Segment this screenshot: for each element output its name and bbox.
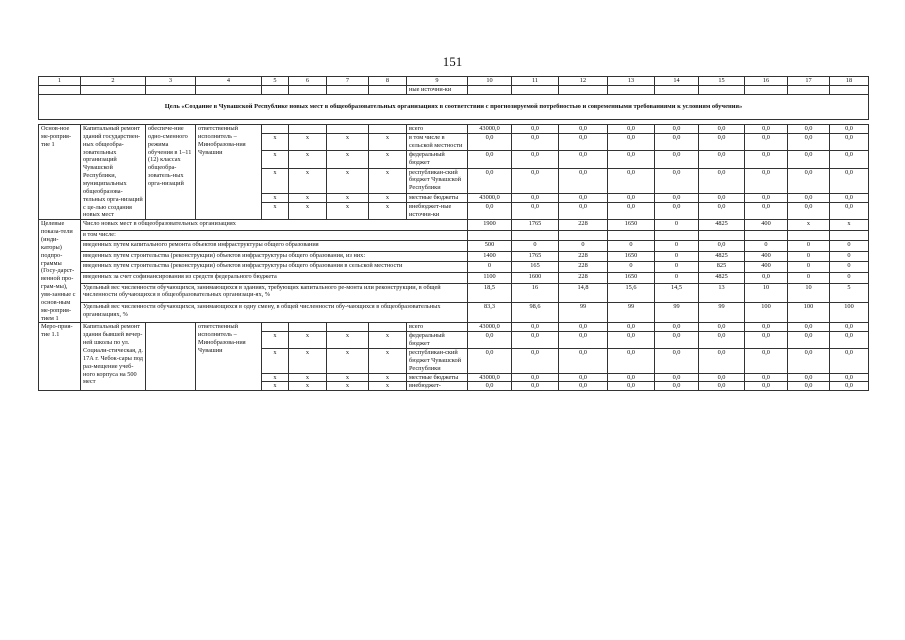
column-number: 13 <box>608 77 655 86</box>
code-cell: х <box>327 332 369 349</box>
funding-source: внебюджет-ные источни-ки <box>407 203 468 220</box>
value-cell: 99 <box>608 303 655 323</box>
value-cell: 0,0 <box>788 323 830 332</box>
value-cell <box>468 230 512 241</box>
value-cell: 0,0 <box>830 373 869 382</box>
column-number: 10 <box>468 77 512 86</box>
value-cell: 0,0 <box>788 349 830 374</box>
value-cell: 0,0 <box>655 323 699 332</box>
value-cell: 0,0 <box>830 203 869 220</box>
value-cell: 0,0 <box>788 382 830 391</box>
value-cell: 0,0 <box>468 151 512 168</box>
value-cell: 0,0 <box>512 349 559 374</box>
indicator-row <box>39 220 869 231</box>
value-cell: 0,0 <box>655 203 699 220</box>
column-number: 2 <box>81 77 146 86</box>
value-cell: 0 <box>608 241 655 252</box>
value-cell: 0,0 <box>655 382 699 391</box>
table-cell <box>608 86 655 95</box>
code-cell: х <box>327 168 369 193</box>
value-cell: 99 <box>559 303 608 323</box>
value-cell <box>559 230 608 241</box>
value-cell: 0,0 <box>655 151 699 168</box>
value-cell: 0,0 <box>468 349 512 374</box>
value-cell: 16 <box>512 283 559 303</box>
value-cell: 0,0 <box>655 124 699 133</box>
value-cell: 0,0 <box>830 168 869 193</box>
indicator-text: Удельный вес численности обучающихся, занимающихся в одну смену, в общей численности обу-чающихся в общеобразовательных организациях, % <box>81 303 468 323</box>
value-cell: 0,0 <box>699 241 745 252</box>
funding-source: в том числе в сельской местности <box>407 134 468 151</box>
value-cell: 18,5 <box>468 283 512 303</box>
table-cell <box>196 86 262 95</box>
table-cell <box>146 86 196 95</box>
value-cell: 0,0 <box>699 349 745 374</box>
value-cell: 0 <box>830 241 869 252</box>
value-cell: 0,0 <box>830 151 869 168</box>
value-cell: 0,0 <box>608 168 655 193</box>
code-cell <box>327 323 369 332</box>
code-cell: х <box>369 373 407 382</box>
value-cell: 0,0 <box>745 273 788 284</box>
value-cell: 0,0 <box>655 168 699 193</box>
value-cell: 0,0 <box>699 382 745 391</box>
value-cell: 228 <box>559 262 608 273</box>
column-number: 8 <box>369 77 407 86</box>
value-cell: 1765 <box>512 251 559 262</box>
value-cell: 0,0 <box>608 332 655 349</box>
table-cell <box>745 86 788 95</box>
value-cell: 0,0 <box>559 124 608 133</box>
value-cell: 0 <box>788 262 830 273</box>
measure-label: Основ-ное ме-роприя-тие 1 <box>39 124 81 219</box>
table-cell <box>559 86 608 95</box>
table-cell <box>289 86 327 95</box>
funding-source: всего <box>407 323 468 332</box>
value-cell: 0,0 <box>559 349 608 374</box>
value-cell <box>830 230 869 241</box>
table-cell <box>512 86 559 95</box>
value-cell: 0,0 <box>830 349 869 374</box>
value-cell <box>655 230 699 241</box>
value-cell: 0,0 <box>559 382 608 391</box>
code-cell: х <box>289 168 327 193</box>
indicator-text: введенных путем строительства (реконструкции) объектов инфраструктуры общего образования, из них: <box>81 251 468 262</box>
value-cell: 0,0 <box>699 168 745 193</box>
value-cell: 0,0 <box>745 332 788 349</box>
value-cell: 15,6 <box>608 283 655 303</box>
column-number: 6 <box>289 77 327 86</box>
value-cell: 0,0 <box>788 168 830 193</box>
value-cell: 0 <box>745 241 788 252</box>
value-cell: 0,0 <box>788 193 830 202</box>
value-cell: 1765 <box>512 220 559 231</box>
measure-executor: ответственный исполнитель – Минобразова-ния Чувашии <box>196 124 262 219</box>
value-cell: 0 <box>830 262 869 273</box>
value-cell: 1650 <box>608 220 655 231</box>
code-cell: х <box>327 151 369 168</box>
code-cell: х <box>369 332 407 349</box>
table-cell <box>788 86 830 95</box>
code-cell: х <box>369 151 407 168</box>
value-cell: 400 <box>745 262 788 273</box>
value-cell: 0,0 <box>655 332 699 349</box>
value-cell: 100 <box>745 303 788 323</box>
value-cell: 0,0 <box>699 203 745 220</box>
column-number: 15 <box>699 77 745 86</box>
value-cell: 0 <box>788 251 830 262</box>
code-cell: х <box>262 382 289 391</box>
code-cell <box>327 124 369 133</box>
table-cell <box>699 86 745 95</box>
value-cell: 1900 <box>468 220 512 231</box>
column-number: 5 <box>262 77 289 86</box>
code-cell: х <box>289 382 327 391</box>
value-cell: 0,0 <box>788 124 830 133</box>
value-cell: 0,0 <box>608 151 655 168</box>
measure-purpose <box>146 323 196 391</box>
indicator-label: Целевые показа-тели (инди-каторы) подпро-граммы (Госу-дарст-венной про-грам-мы), увя-занные с основ-ным ме-роприя-тием 1 <box>39 220 81 323</box>
value-cell: 0 <box>655 241 699 252</box>
value-cell: 1400 <box>468 251 512 262</box>
code-cell: х <box>369 168 407 193</box>
value-cell: 0,0 <box>830 134 869 151</box>
value-cell: 0,0 <box>655 193 699 202</box>
measure-executor: ответственный исполнитель – Минобразова-ния Чувашии <box>196 323 262 391</box>
value-cell: 83,3 <box>468 303 512 323</box>
value-cell: 14,5 <box>655 283 699 303</box>
code-cell: х <box>262 168 289 193</box>
value-cell: 0,0 <box>788 332 830 349</box>
value-cell: 0,0 <box>468 382 512 391</box>
table-cell <box>655 86 699 95</box>
code-cell: х <box>262 349 289 374</box>
indicator-row <box>39 303 869 323</box>
value-cell: 0 <box>655 262 699 273</box>
value-cell: 0,0 <box>468 134 512 151</box>
value-cell: 0,0 <box>745 349 788 374</box>
value-cell: 0,0 <box>559 151 608 168</box>
value-cell: 43000,0 <box>468 124 512 133</box>
value-cell: 43000,0 <box>468 193 512 202</box>
value-cell: 0,0 <box>699 193 745 202</box>
value-cell: 0,0 <box>745 382 788 391</box>
value-cell: 0,0 <box>830 124 869 133</box>
value-cell: 0,0 <box>655 134 699 151</box>
value-cell: 0,0 <box>559 168 608 193</box>
value-cell: 0 <box>468 262 512 273</box>
indicator-row <box>39 251 869 262</box>
value-cell: 99 <box>655 303 699 323</box>
value-cell: 99 <box>699 303 745 323</box>
measure-name: Капитальный ремонт здания бывшей вечер-ней школы по ул. Социали-стическая, д. 17А г. Чебок-сары под раз-мещение учеб-ного корпуса на 500 мест <box>81 323 146 391</box>
column-number: 7 <box>327 77 369 86</box>
indicator-row <box>39 241 869 252</box>
value-cell: 0,0 <box>830 193 869 202</box>
value-cell: 0 <box>655 251 699 262</box>
value-cell: 0,0 <box>830 323 869 332</box>
value-cell: 4825 <box>699 220 745 231</box>
code-cell: х <box>289 203 327 220</box>
value-cell: 0,0 <box>512 332 559 349</box>
table-cell <box>830 86 869 95</box>
value-cell: 228 <box>559 251 608 262</box>
value-cell: 0,0 <box>608 373 655 382</box>
value-cell: 0,0 <box>608 134 655 151</box>
value-cell: 0,0 <box>699 373 745 382</box>
value-cell: 0,0 <box>745 193 788 202</box>
code-cell: х <box>289 332 327 349</box>
value-cell: 500 <box>468 241 512 252</box>
column-number: 16 <box>745 77 788 86</box>
value-cell: 0,0 <box>745 203 788 220</box>
value-cell: 0,0 <box>468 203 512 220</box>
value-cell: 4825 <box>699 251 745 262</box>
funding-source: республикан-ский бюджет Чувашской Республики <box>407 168 468 193</box>
value-cell: 0,0 <box>468 332 512 349</box>
value-cell: 0,0 <box>608 349 655 374</box>
value-cell: 0,0 <box>745 151 788 168</box>
indicator-text: Удельный вес численности обучающихся, занимающихся в зданиях, требующих капитального ре-монта или реконструкции, в общей численности обучающихся в общеобразовательных организаци-ях, % <box>81 283 468 303</box>
value-cell: 165 <box>512 262 559 273</box>
code-cell: х <box>327 382 369 391</box>
value-cell: 14,8 <box>559 283 608 303</box>
code-cell: х <box>369 349 407 374</box>
code-cell: х <box>262 151 289 168</box>
column-number: 4 <box>196 77 262 86</box>
column-number: 3 <box>146 77 196 86</box>
value-cell: 100 <box>788 303 830 323</box>
column-number: 14 <box>655 77 699 86</box>
value-cell: 0,0 <box>512 151 559 168</box>
value-cell: х <box>788 220 830 231</box>
value-cell: 0,0 <box>512 203 559 220</box>
funding-source: федеральный бюджет <box>407 332 468 349</box>
measure-label: Меро-прия-тие 1.1 <box>39 323 81 391</box>
code-cell: х <box>289 193 327 202</box>
funding-source: всего <box>407 124 468 133</box>
code-cell: х <box>289 151 327 168</box>
code-cell: х <box>369 193 407 202</box>
indicator-text: введенных путем капитального ремонта объектов инфраструктуры общего образования <box>81 241 468 252</box>
indicator-text: введенных путем строительства (реконструкции) объектов инфраструктуры общего образования в сельской местности <box>81 262 468 273</box>
funding-source: республикан-ский бюджет Чувашской Республики <box>407 349 468 374</box>
value-cell: 4825 <box>699 273 745 284</box>
table-cell <box>468 86 512 95</box>
code-cell: х <box>262 373 289 382</box>
code-cell: х <box>327 373 369 382</box>
column-number: 9 <box>407 77 468 86</box>
value-cell: 0,0 <box>699 323 745 332</box>
value-cell: 0,0 <box>559 203 608 220</box>
value-cell: 0,0 <box>608 203 655 220</box>
column-number: 18 <box>830 77 869 86</box>
value-cell: 0,0 <box>745 168 788 193</box>
code-cell: х <box>369 203 407 220</box>
code-cell: х <box>289 349 327 374</box>
value-cell: 0 <box>830 273 869 284</box>
value-cell: 0,0 <box>788 373 830 382</box>
b1-row <box>39 124 869 133</box>
value-cell: 0,0 <box>788 151 830 168</box>
table-cell <box>327 86 369 95</box>
code-cell <box>289 323 327 332</box>
value-cell: 1650 <box>608 251 655 262</box>
value-cell: 1650 <box>608 273 655 284</box>
code-cell: х <box>262 203 289 220</box>
value-cell: 0,0 <box>745 134 788 151</box>
indicator-row <box>39 283 869 303</box>
indicator-row <box>39 230 869 241</box>
value-cell: 0,0 <box>745 124 788 133</box>
value-cell: 10 <box>788 283 830 303</box>
value-cell: 0,0 <box>788 203 830 220</box>
column-number: 17 <box>788 77 830 86</box>
indicator-row <box>39 273 869 284</box>
value-cell: 0,0 <box>512 134 559 151</box>
funding-source: внебюджет- <box>407 382 468 391</box>
value-cell: 0,0 <box>559 134 608 151</box>
value-cell <box>608 230 655 241</box>
value-cell <box>699 230 745 241</box>
indicator-text: в том числе: <box>81 230 468 241</box>
value-cell: 0,0 <box>559 193 608 202</box>
code-cell: х <box>369 382 407 391</box>
value-cell: 100 <box>830 303 869 323</box>
value-cell <box>788 230 830 241</box>
program-table <box>38 76 869 391</box>
goal-title: Цель «Создание в Чувашской Республике новых мест в общеобразовательных организациях в соответствии с прогнозируемой потребностью и современными требованиями к условиям обучения» <box>39 94 869 119</box>
funding-source: местные бюджеты <box>407 373 468 382</box>
indicator-text: Число новых мест в общеобразовательных организациях <box>81 220 468 231</box>
value-cell: 0,0 <box>745 323 788 332</box>
value-cell: 0 <box>788 273 830 284</box>
value-cell: 0,0 <box>830 332 869 349</box>
goal-row <box>39 94 869 119</box>
value-cell: 5 <box>830 283 869 303</box>
code-cell: х <box>327 349 369 374</box>
value-cell: 0,0 <box>608 124 655 133</box>
value-cell: 98,6 <box>512 303 559 323</box>
value-cell <box>512 230 559 241</box>
code-cell <box>289 124 327 133</box>
code-cell: х <box>327 203 369 220</box>
code-cell: х <box>262 332 289 349</box>
value-cell: 0 <box>655 273 699 284</box>
table-cell <box>81 86 146 95</box>
value-cell: 0,0 <box>559 323 608 332</box>
value-cell: 0 <box>512 241 559 252</box>
value-cell: 13 <box>699 283 745 303</box>
value-cell: 0,0 <box>608 323 655 332</box>
measure-name: Капитальный ремонт зданий государствен-ных общеобра-зовательных организаций Чувашской Республики, муниципальных общеобразова-тельных орга-низаций с це-лью создания новых мест <box>81 124 146 219</box>
value-cell: 0,0 <box>699 151 745 168</box>
value-cell: 0,0 <box>699 124 745 133</box>
code-cell: х <box>289 134 327 151</box>
code-cell: х <box>262 193 289 202</box>
value-cell: 0 <box>830 251 869 262</box>
value-cell: 400 <box>745 251 788 262</box>
value-cell: 0,0 <box>512 373 559 382</box>
value-cell: 228 <box>559 220 608 231</box>
value-cell: 0,0 <box>788 134 830 151</box>
funding-source: федеральный бюджет <box>407 151 468 168</box>
value-cell: 0,0 <box>699 332 745 349</box>
b2-row <box>39 323 869 332</box>
value-cell: 10 <box>745 283 788 303</box>
value-cell: 0 <box>559 241 608 252</box>
indicator-row <box>39 262 869 273</box>
value-cell: 0,0 <box>655 373 699 382</box>
column-number: 1 <box>39 77 81 86</box>
column-number: 11 <box>512 77 559 86</box>
value-cell: 0 <box>655 220 699 231</box>
value-cell: 400 <box>745 220 788 231</box>
code-cell <box>262 323 289 332</box>
value-cell: 1100 <box>468 273 512 284</box>
value-cell: 0 <box>788 241 830 252</box>
code-cell: х <box>327 134 369 151</box>
code-cell <box>369 124 407 133</box>
table-cell <box>39 86 81 95</box>
value-cell: 0,0 <box>745 373 788 382</box>
column-number: 12 <box>559 77 608 86</box>
value-cell: 0,0 <box>830 382 869 391</box>
funding-source: местные бюджеты <box>407 193 468 202</box>
funding-source: ные источни-ки <box>407 86 468 95</box>
value-cell: 825 <box>699 262 745 273</box>
code-cell <box>369 323 407 332</box>
value-cell: 0,0 <box>512 124 559 133</box>
value-cell: 43000,0 <box>468 323 512 332</box>
value-cell: 1600 <box>512 273 559 284</box>
continuation-row <box>39 86 869 95</box>
value-cell: 0,0 <box>608 193 655 202</box>
indicator-text: введенных за счет софинансирования из средств федерального бюджета <box>81 273 468 284</box>
value-cell: 0,0 <box>559 373 608 382</box>
code-cell: х <box>262 134 289 151</box>
table-cell <box>262 86 289 95</box>
value-cell: 0,0 <box>512 382 559 391</box>
value-cell: 0,0 <box>699 134 745 151</box>
value-cell: 0,0 <box>512 193 559 202</box>
column-number-row <box>39 77 869 86</box>
code-cell: х <box>289 373 327 382</box>
value-cell: 228 <box>559 273 608 284</box>
value-cell <box>745 230 788 241</box>
value-cell: 0 <box>608 262 655 273</box>
code-cell: х <box>327 193 369 202</box>
value-cell: 0,0 <box>655 349 699 374</box>
code-cell <box>262 124 289 133</box>
value-cell: 0,0 <box>559 332 608 349</box>
value-cell: 43000,0 <box>468 373 512 382</box>
value-cell: х <box>830 220 869 231</box>
value-cell: 0,0 <box>512 323 559 332</box>
measure-purpose: обеспече-ние одно-сменного режима обучения в 1–11 (12) классах общеобра-зователь-ных орга-низаций <box>146 124 196 219</box>
value-cell: 0,0 <box>468 168 512 193</box>
value-cell: 0,0 <box>608 382 655 391</box>
page-number: 151 <box>442 54 463 69</box>
table-cell <box>369 86 407 95</box>
value-cell: 0,0 <box>512 168 559 193</box>
code-cell: х <box>369 134 407 151</box>
